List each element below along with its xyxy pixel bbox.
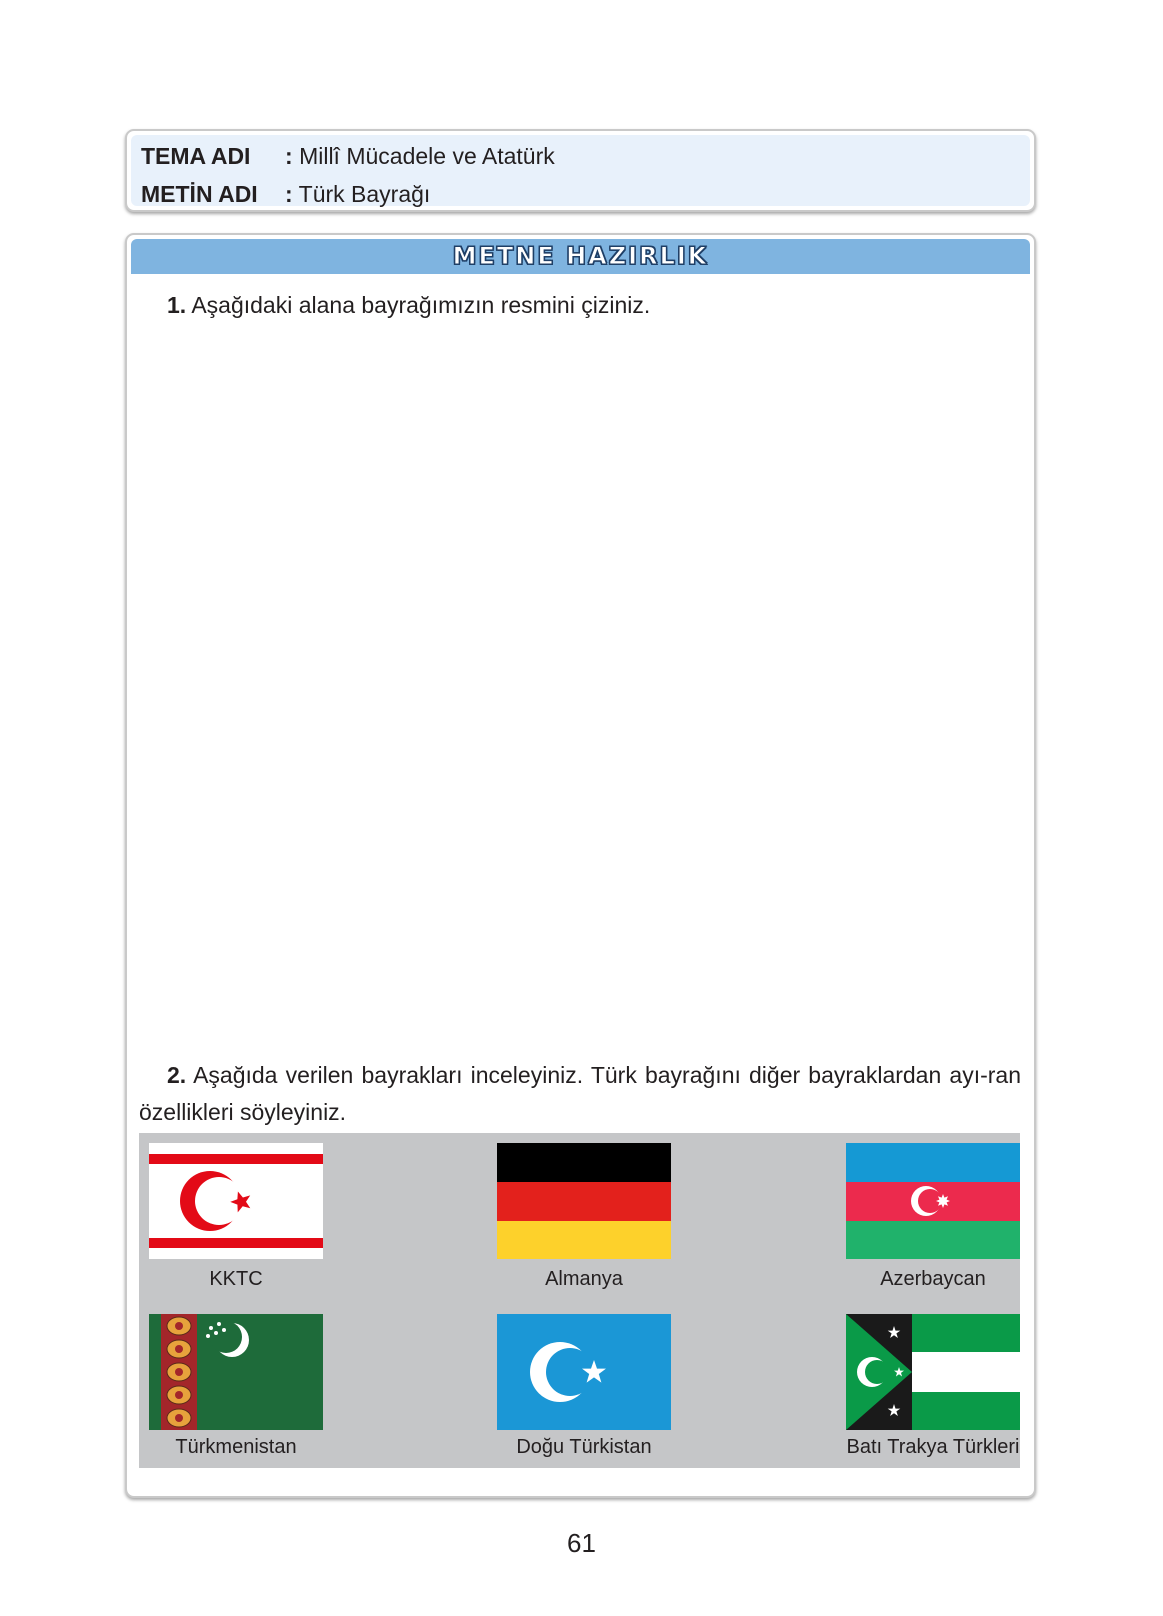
- text-value: Türk Bayrağı: [298, 181, 431, 207]
- germany-flag-icon: [497, 1143, 671, 1259]
- question-1-number: 1.: [167, 292, 187, 318]
- kktc-caption: KKTC: [209, 1268, 263, 1290]
- turkmenistan-flag-icon: [149, 1314, 323, 1430]
- question-2-number: 2.: [167, 1062, 187, 1088]
- azerbaijan-caption: Azerbaycan: [880, 1268, 986, 1290]
- text-row: [141, 180, 430, 208]
- text-label: METİN ADI: [141, 181, 258, 207]
- western-thrace-turks-caption: Batı Trakya Türkleri: [846, 1436, 1020, 1458]
- kktc-flag-icon: [149, 1143, 323, 1259]
- germany-caption: Almanya: [545, 1268, 623, 1290]
- theme-colon: :: [285, 143, 293, 169]
- question-2-text: Aşağıda verilen bayrakları inceleyiniz. Türk bayrağını diğer bayraklardan ayı-ran özellikleri söyleyiniz.: [139, 1062, 1021, 1125]
- activity-box: [125, 233, 1036, 1498]
- text-colon: :: [285, 181, 293, 207]
- section-title: METNE HAZIRLIK: [452, 242, 709, 270]
- east-turkestan-flag-icon: [497, 1314, 671, 1430]
- question-2: [139, 1057, 1021, 1131]
- western-thrace-turks-flag-icon: [846, 1314, 1020, 1430]
- section-title-band: [131, 239, 1030, 274]
- page-number: 61: [567, 1528, 596, 1558]
- flags-panel: [139, 1133, 1020, 1468]
- question-1: [167, 291, 650, 319]
- theme-value: Millî Mücadele ve Atatürk: [299, 143, 555, 169]
- theme-header-inner: [131, 135, 1030, 206]
- theme-header-box: [125, 129, 1036, 212]
- turkmenistan-caption: Türkmenistan: [175, 1436, 297, 1458]
- azerbaijan-flag-icon: [846, 1143, 1020, 1259]
- theme-label: TEMA ADI: [141, 143, 251, 169]
- east-turkestan-caption: Doğu Türkistan: [516, 1436, 652, 1458]
- theme-row: [141, 142, 555, 170]
- question-1-text: Aşağıdaki alana bayrağımızın resmini çiziniz.: [191, 292, 651, 318]
